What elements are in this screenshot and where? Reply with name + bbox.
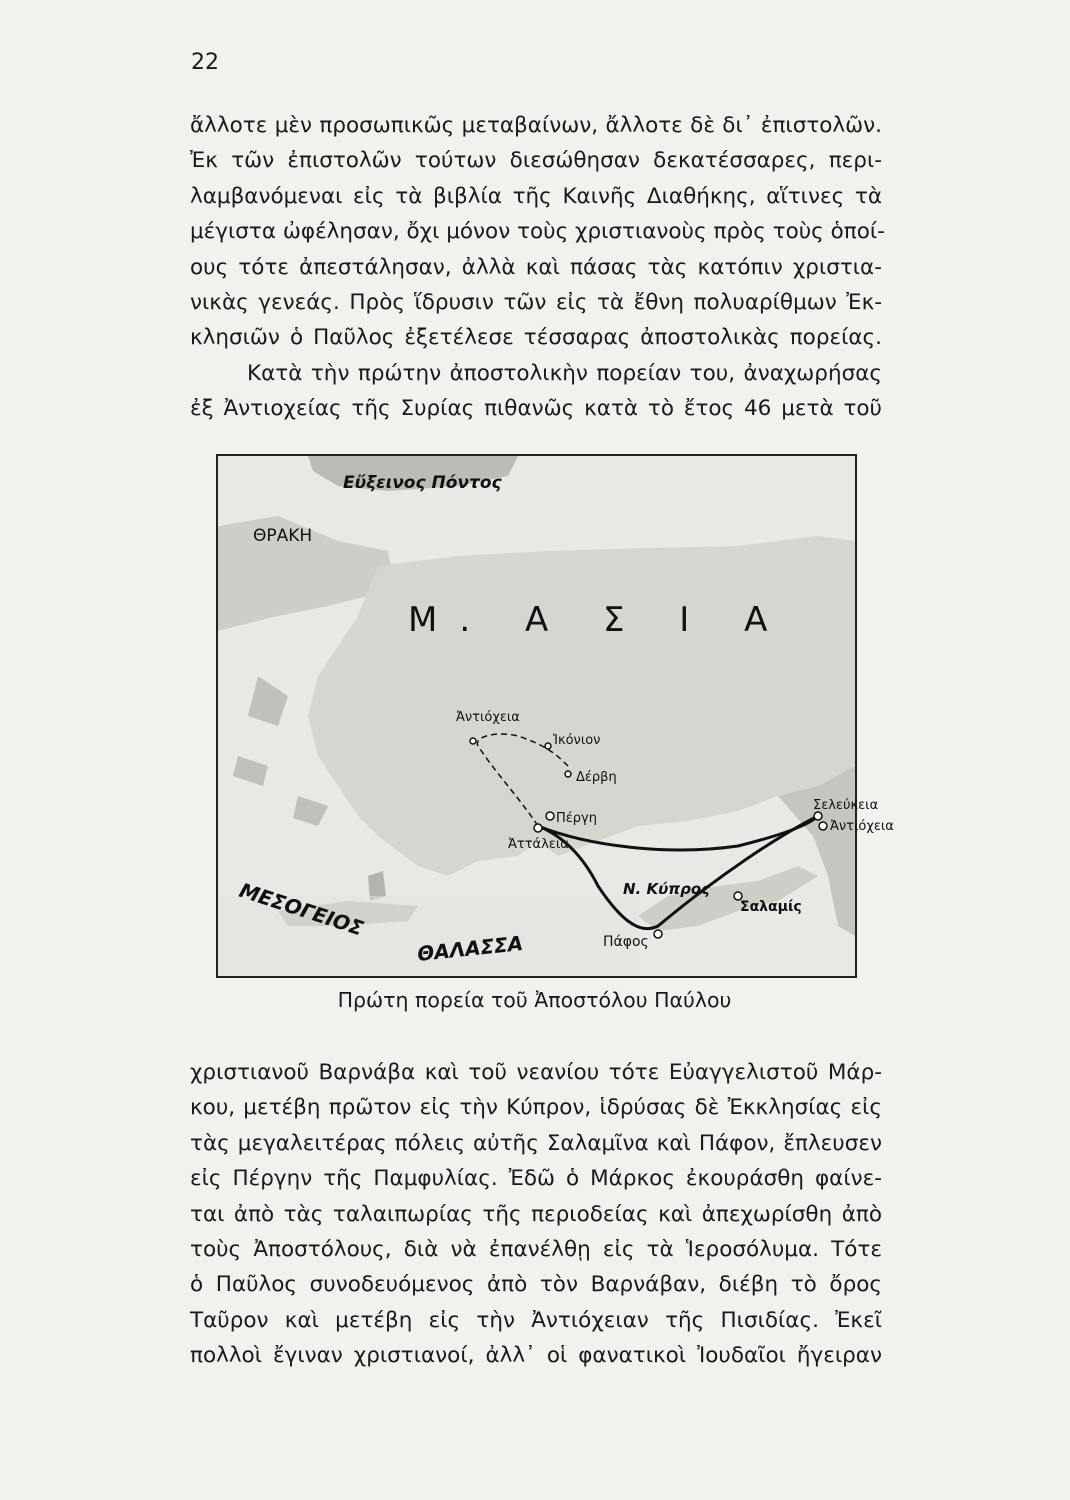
label-perge: Πέργη [556,811,597,826]
paragraph-3 [190,1055,882,1374]
label-antioch-syria: Ἀντιόχεια [830,819,894,834]
page-number: 22 [191,50,219,75]
text-line: κου, μετέβη πρῶτον εἰς τὴν Κύπρον, ἱδρύσας δὲ Ἐκκλησίας εἰς [190,1095,882,1121]
text-line: Ἐκ τῶν ἐπιστολῶν τούτων διεσώθησαν δεκατέσσαρες, περι- [190,148,882,174]
text-line: ἐξ Ἀντιοχείας τῆς Συρίας πιθανῶς κατὰ τὸ ἔτος 46 μετὰ τοῦ [190,396,882,422]
label-paphos: Πάφος [603,934,649,950]
label-black-sea: Εὔξεινος Πόντος [343,473,502,493]
marker-attalia [534,824,542,832]
label-attalia: Ἀττάλεια [508,837,569,852]
label-sea-2: ΘΑΛΑΣΣΑ [416,930,525,966]
marker-paphos [654,930,662,938]
label-iconium: Ἰκόνιον [553,733,601,748]
text-line: Κατὰ τὴν πρώτην ἀποστολικὴν πορείαν του, ἀναχωρήσας [247,360,882,386]
marker-seleucia [814,812,822,820]
label-asia-minor: Μ. Α Σ Ι Α [408,600,790,640]
label-sea-1: ΜΕΣΟΓΕΙΟΣ [236,877,367,941]
text-line: νικὰς γενεάς. Πρὸς ἵδρυσιν τῶν εἰς τὰ ἔθνη πολυαρίθμων Ἐκ- [190,290,882,316]
label-salamis: Σαλαμίς [740,899,802,915]
map-caption: Πρώτη πορεία τοῦ Ἀποστόλου Παύλου [337,988,732,1012]
text-line: τὰς μεγαλειτέρας πόλεις αὐτῆς Σαλαμῖνα καὶ Πάφον, ἔπλευσεν [190,1130,882,1156]
marker-perge [546,812,554,820]
text-line: λαμβανόμεναι εἰς τὰ βιβλία τῆς Καινῆς Διαθήκης, αἵτινες τὰ [190,183,882,209]
label-cyprus: Ν. Κύπρος [623,880,711,898]
marker-antioch-pisidia [470,738,476,744]
marker-iconium [545,743,551,749]
map-illustration [218,456,894,976]
text-line: ους τότε ἀπεστάλησαν, ἀλλὰ καὶ πάσας τὰς κατόπιν χριστια- [190,254,882,280]
route-map [216,454,894,978]
text-line: πολλοὶ ἔγιναν χριστιανοί, ἀλλ᾽ οἱ φανατικοὶ Ἰουδαῖοι ἤγειραν [190,1343,882,1369]
text-line: εἰς Πέργην τῆς Παμφυλίας. Ἐδῶ ὁ Μάρκος ἐκουράσθη φαίνε- [190,1166,882,1192]
text-line: μέγιστα ὠφέλησαν, ὄχι μόνον τοὺς χριστιανοὺς πρὸς τοὺς ὁποί- [190,219,885,245]
text-line: χριστιανοῦ Βαρνάβα καὶ τοῦ νεανίου τότε Εὐαγγελιστοῦ Μάρ- [190,1060,882,1085]
text-line: τοὺς Ἀποστόλους, διὰ νὰ ἐπανέλθῃ εἰς τὰ Ἱεροσόλυμα. Τότε [190,1237,882,1263]
text-line: Ταῦρον καὶ μετέβη εἰς τὴν Ἀντιόχειαν τῆς Πισιδίας. Ἐκεῖ [190,1307,882,1333]
marker-antioch-syria [819,822,827,830]
paragraph-1 [190,108,885,427]
text-line: ται ἀπὸ τὰς ταλαιπωρίας τῆς περιοδείας καὶ ἀπεχωρίσθη ἀπὸ [190,1201,882,1227]
label-thrace: ΘΡΑΚΗ [253,526,313,546]
label-derbe: Δέρβη [576,770,617,785]
marker-derbe [565,771,571,777]
label-antioch-pisidia: Ἀντιόχεια [456,710,520,725]
text-line: ὁ Παῦλος συνοδευόμενος ἀπὸ τὸν Βαρνάβαν, διέβη τὸ ὄρος [190,1272,882,1298]
text-line: ἄλλοτε μὲν προσωπικῶς μεταβαίνων, ἄλλοτε δὲ δι᾽ ἐπιστολῶν. [190,113,882,138]
label-seleucia: Σελεύκεια [813,798,879,813]
text-line: κλησιῶν ὁ Παῦλος ἐξετέλεσε τέσσαρας ἀποστολικὰς πορείας. [190,325,882,351]
